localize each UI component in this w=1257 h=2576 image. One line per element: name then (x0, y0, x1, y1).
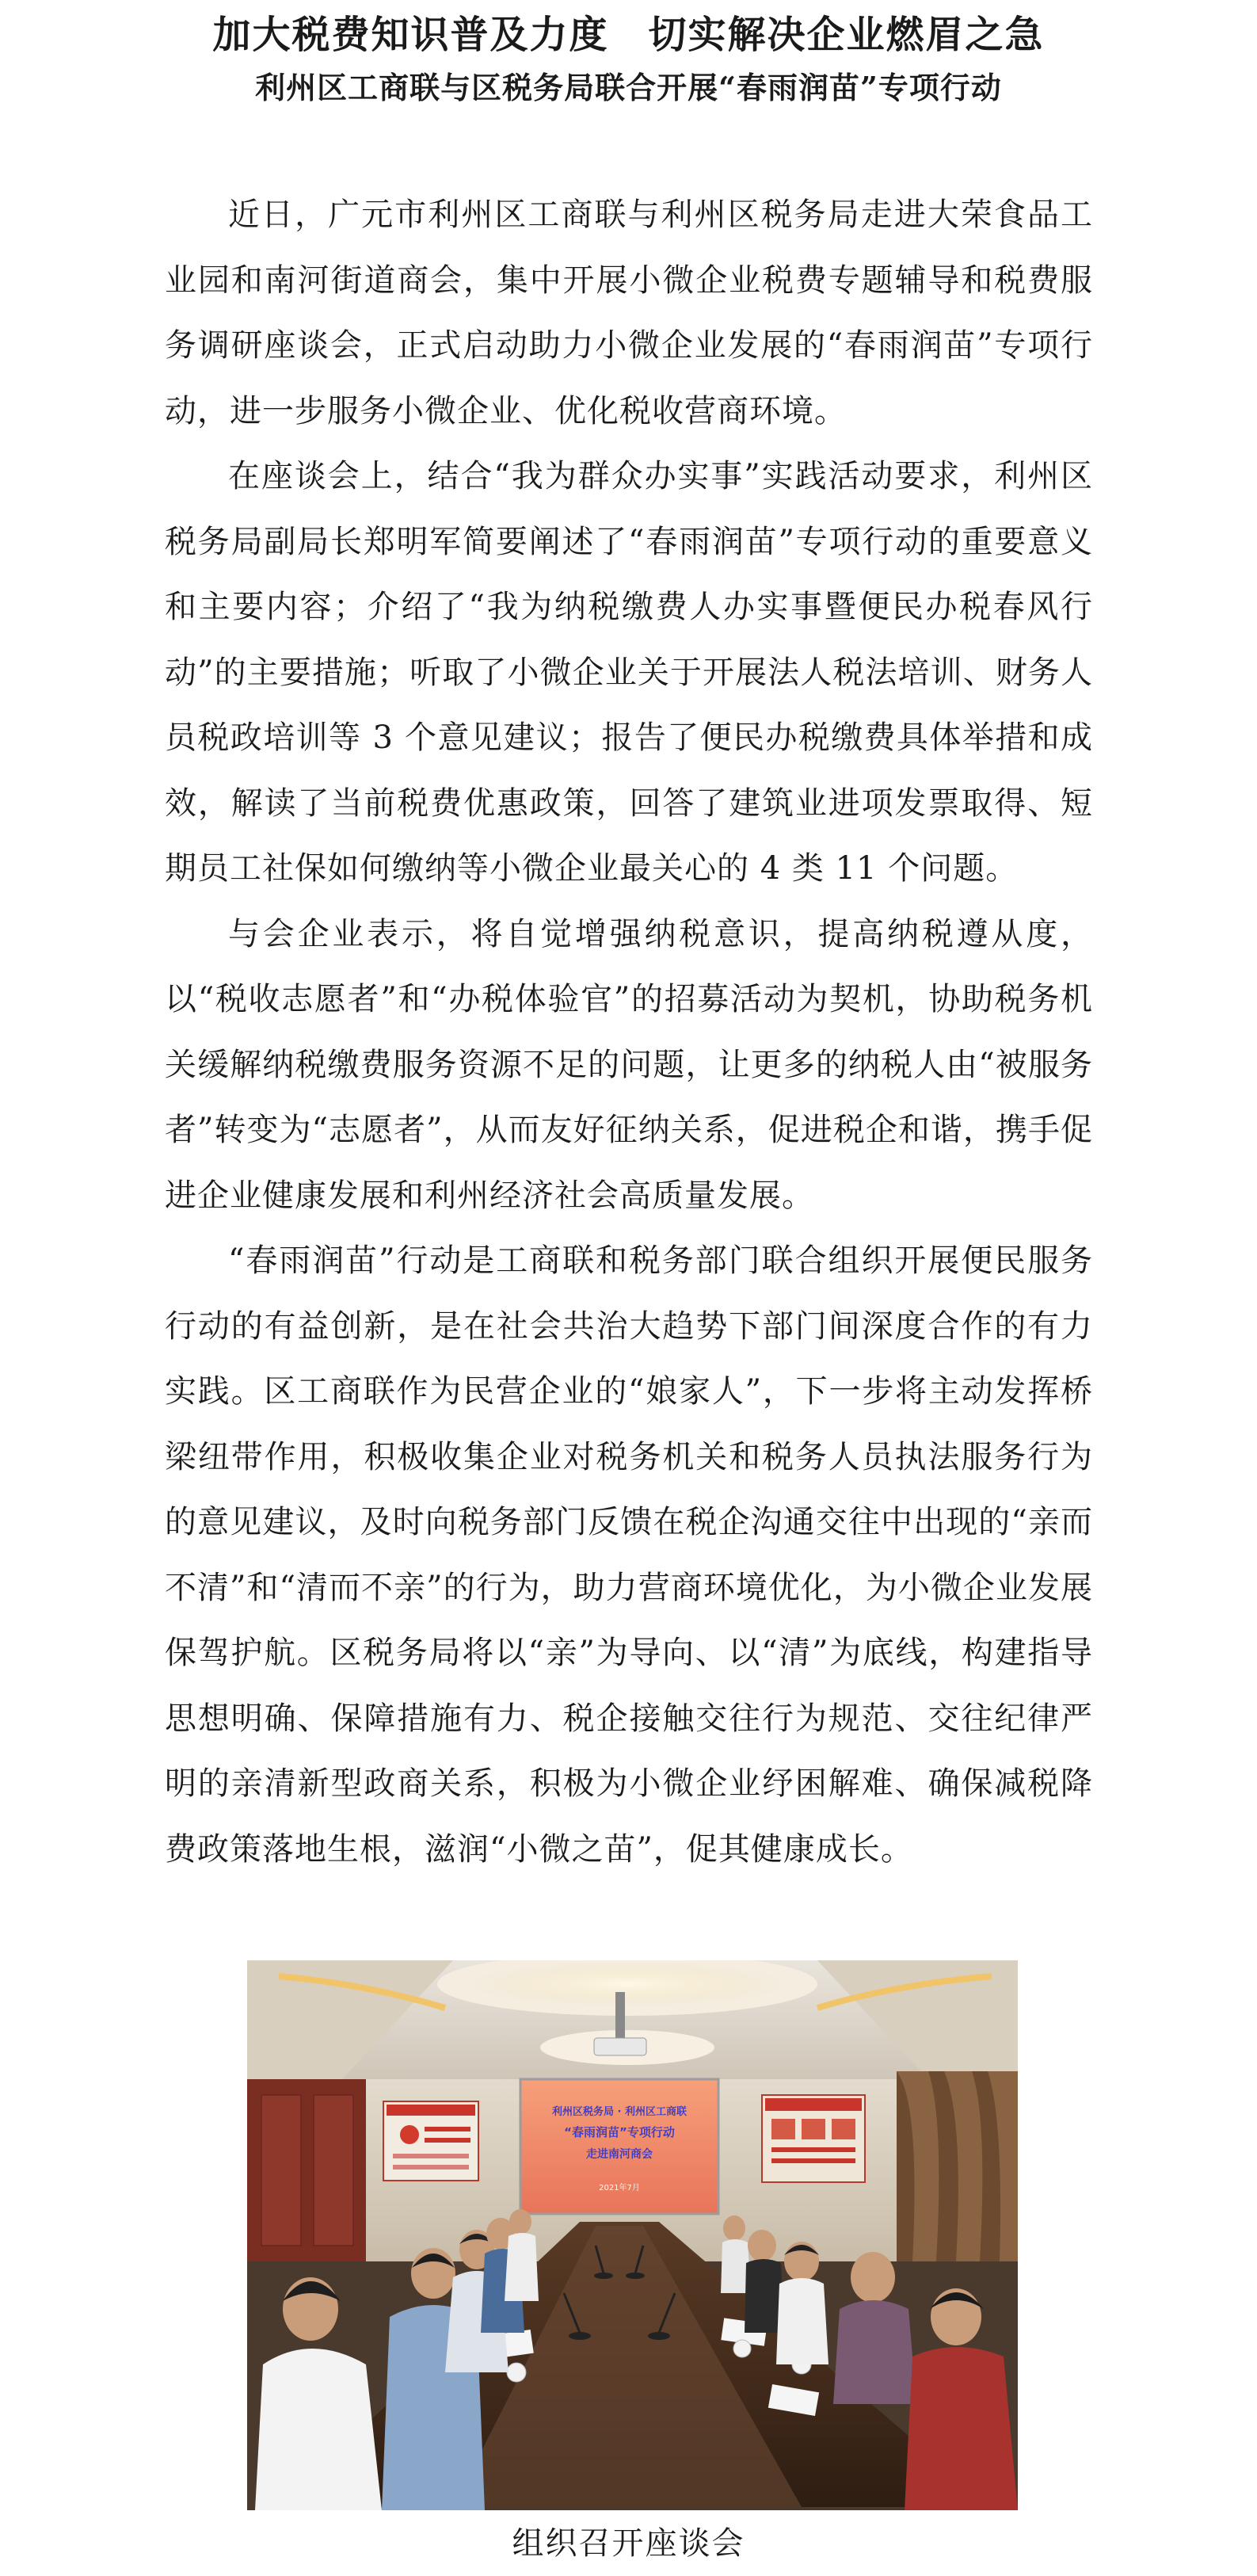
photo-caption: 组织召开座谈会 (512, 2525, 745, 2562)
headline-subtitle: 利州区工商联与区税务局联合开展“春雨润苗”专项行动 (255, 70, 1002, 105)
screen-line-4: 2021年7月 (599, 2184, 640, 2192)
screen-line-1: 利州区税务局 · 利州区工商联 (552, 2106, 687, 2118)
headline-title: 加大税费知识普及力度 切实解决企业燃眉之急 (212, 13, 1045, 57)
paragraph-1: 近日，广元市利州区工商联与利州区税务局走进大荣食品工业园和南河街道商会，集中开展小微企业税费专题辅导和税费服务调研座谈会，正式启动助力小微企业发展的“春雨润苗”专项行动，进一步服务小微企业、优化税收营商环境。 (165, 197, 1093, 429)
meeting-photo (247, 1960, 1018, 2510)
paragraph-3: 与会企业表示，将自觉增强纳税意识，提高纳税遵从度，以“税收志愿者”和“办税体验官”的招募活动为契机，协助税务机关缓解纳税缴费服务资源不足的问题，让更多的纳税人由“被服务者”转变为“志愿者”，从而友好征纳关系，促进税企和谐，携手促进企业健康发展和利州经济社会高质量发展。 (165, 915, 1093, 1214)
paragraph-2: 在座谈会上，结合“我为群众办实事”实践活动要求，利州区税务局副局长郑明军简要阐述了“春雨润苗”专项行动的重要意义和主要内容；介绍了“我为纳税缴费人办实事暨便民办税春风行动”的主要措施；听取了小微企业关于开展法人税法培训、财务人员税政培训等 3 个意见建议；报告了便民办税缴费具体举措和成效，解读了当前税费优惠政策，回答了建筑业进项发票取得、短期员工社保如何缴纳等小微企业最关心的 4 类 11 个问题。 (165, 458, 1093, 887)
paragraph-4: “春雨润苗”行动是工商联和税务部门联合组织开展便民服务行动的有益创新，是在社会共治大趋势下部门间深度合作的有力实践。区工商联作为民营企业的“娘家人”，下一步将主动发挥桥梁纽带作用，积极收集企业对税务机关和税务人员执法服务行为的意见建议，及时向税务部门反馈在税企沟通交往中出现的“亲而不清”和“清而不亲”的行为，助力营商环境优化，为小微企业发展保驾护航。区税务局将以“亲”为导向、以“清”为底线，构建指导思想明确、保障措施有力、税企接触交往行为规范、交往纪律严明的亲清新型政商关系，积极为小微企业纾困解难、确保减税降费政策落地生根，滋润“小微之苗”，促其健康成长。 (165, 1242, 1093, 1868)
screen-line-2: “春雨润苗”专项行动 (564, 2125, 675, 2139)
screen-line-3: 走进南河商会 (586, 2148, 653, 2161)
article-body (165, 182, 1093, 1882)
